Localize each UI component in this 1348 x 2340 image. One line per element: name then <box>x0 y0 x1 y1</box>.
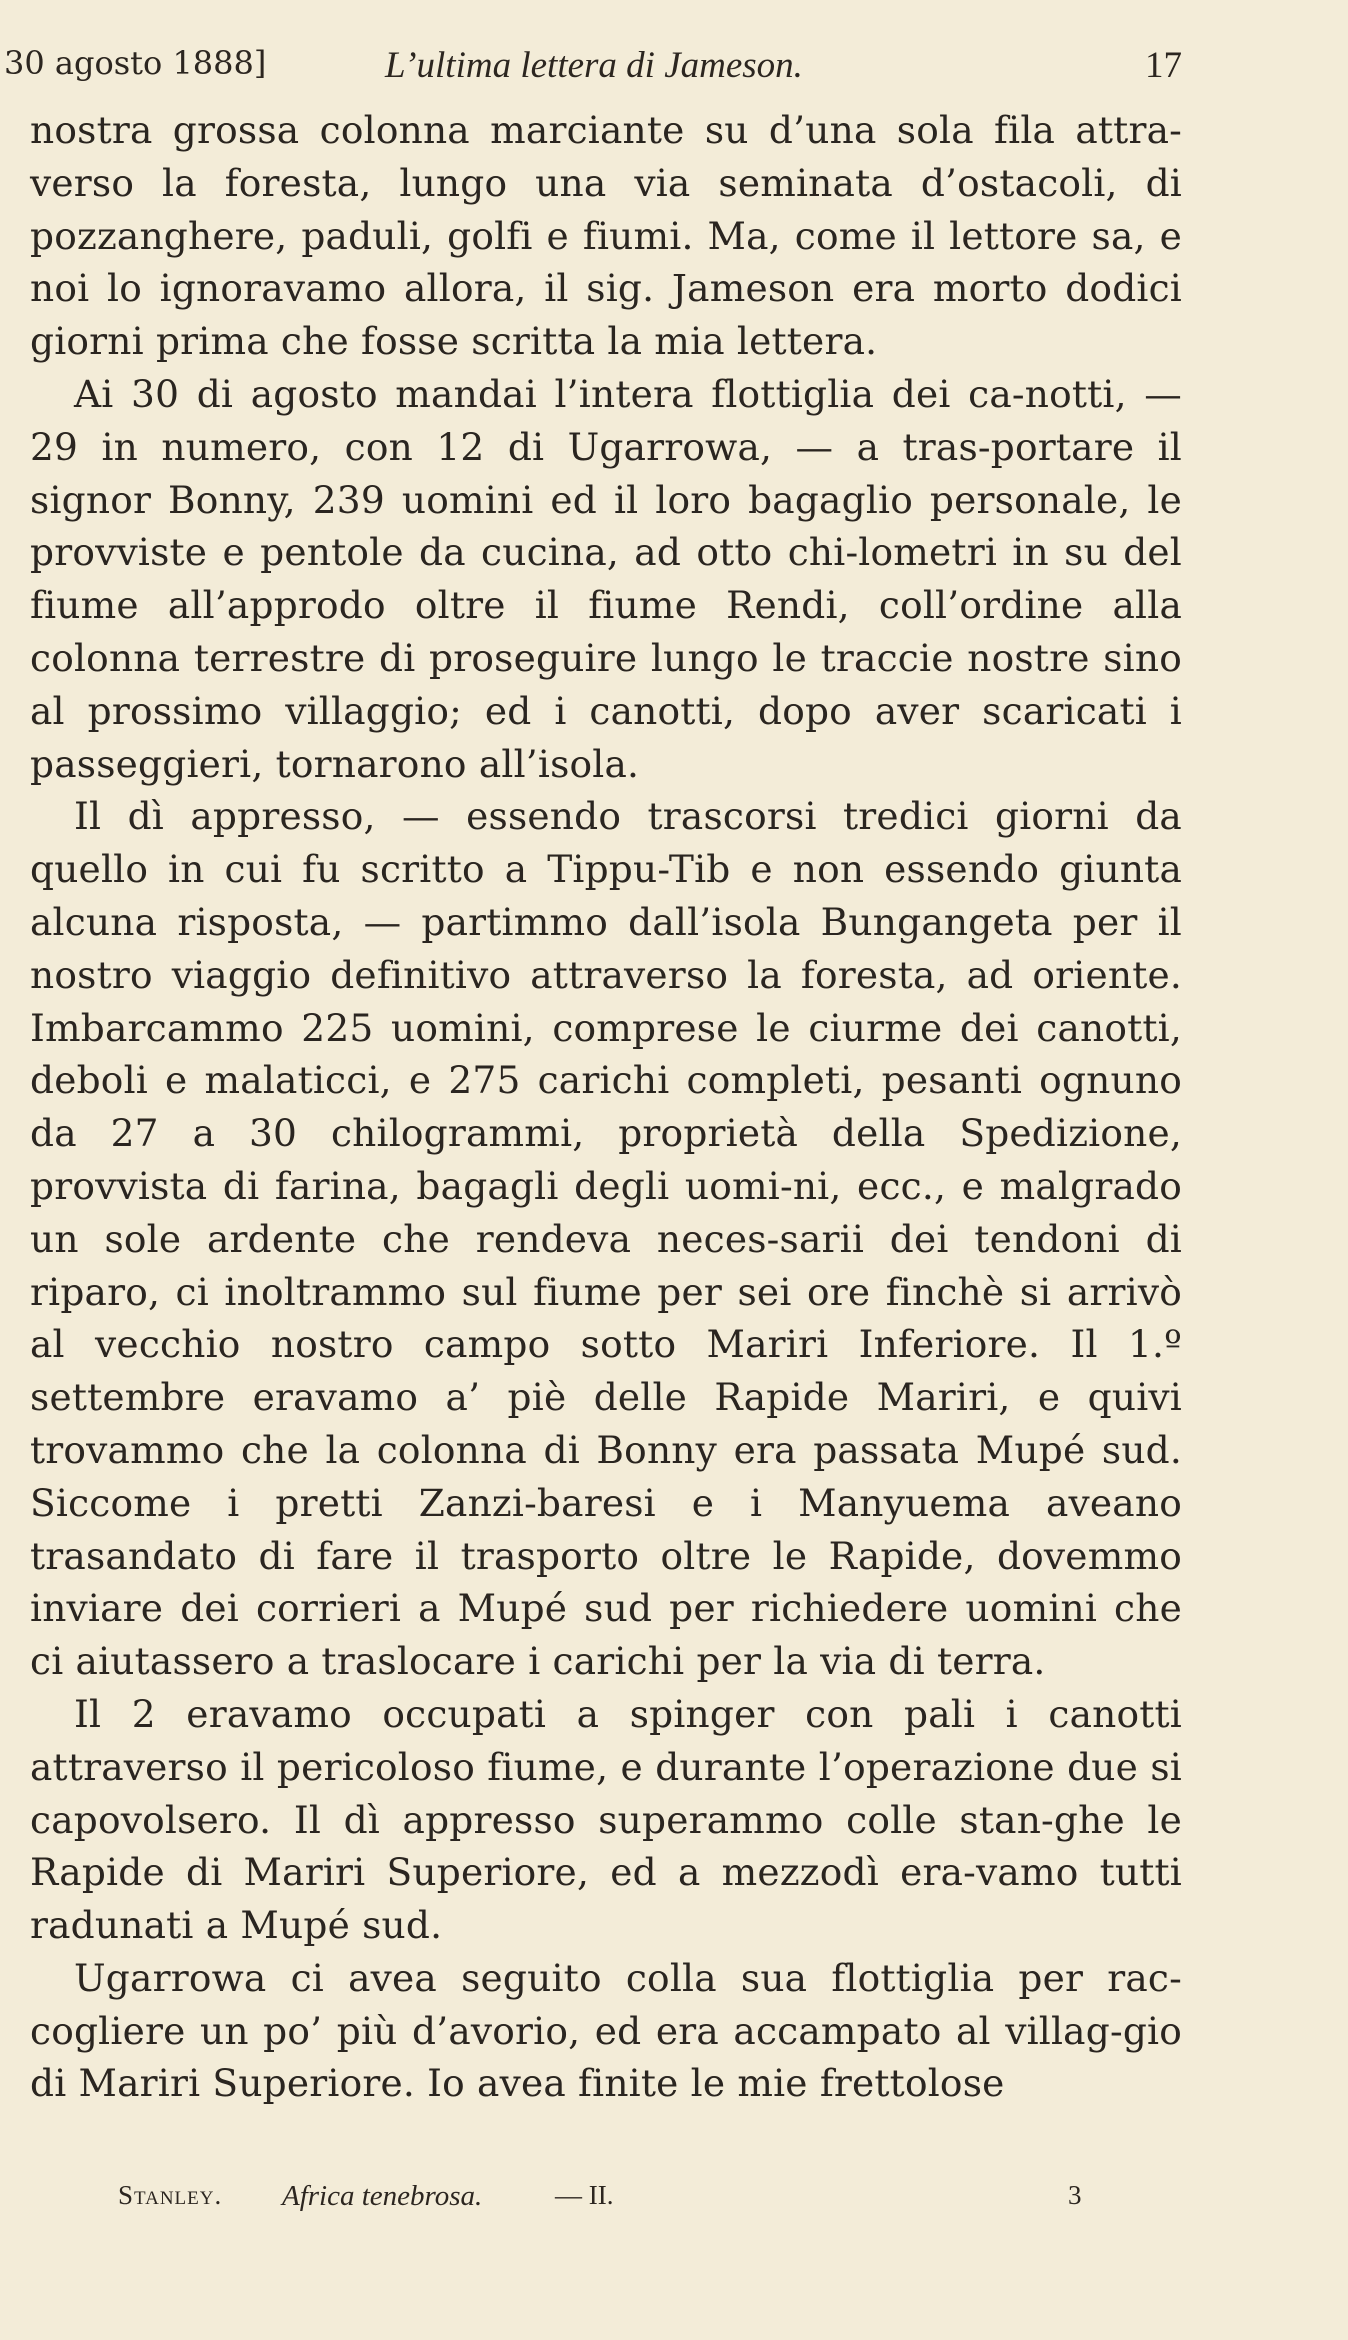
footer-signature-mark: 3 <box>1068 2180 1082 2210</box>
running-footer <box>0 2180 1348 2220</box>
header-date: 30 agosto 1888] <box>4 44 267 82</box>
header-title: L’ultima lettera di Jameson. <box>385 45 803 86</box>
paragraph-2: Ai 30 di agosto mandai l’intera flottiglia dei ca-notti, — 29 in numero, con 12 di Ugarrowa, — a tras-portare il signor Bonny, 239 uomini ed il loro bagaglio personale, le provviste e pentole da cucina, ad otto chi-lometri in su del fiume all’approdo oltre il fiume Rendi, coll’ordine alla colonna terrestre di proseguire lungo le traccie nostre sino al prossimo villaggio; ed i canotti, dopo aver scaricati i passeggieri, tornarono all’isola. <box>30 371 1182 786</box>
footer-volume: — II. <box>555 2180 614 2210</box>
body-text <box>30 104 1182 2110</box>
footer-author: Stanley. <box>118 2180 223 2210</box>
paragraph-5: Ugarrowa ci avea seguito colla sua flottiglia per rac-cogliere un po’ più d’avorio, ed era accampato al villag-gio di Mariri Superiore. Io avea finite le mie frettolose <box>30 1955 1182 2106</box>
running-header <box>0 40 1348 90</box>
paragraph-1: nostra grossa colonna marciante su d’una sola fila attra-verso la foresta, lungo una via seminata d’ostacoli, di pozzanghere, paduli, golfi e fiumi. Ma, come il lettore sa, e noi lo ignoravamo allora, il sig. Jameson era morto dodici giorni prima che fosse scritta la mia lettera. <box>30 108 1182 364</box>
page-number: 17 <box>1145 45 1182 86</box>
footer-work-title: Africa tenebrosa. <box>282 2180 483 2212</box>
paragraph-3: Il dì appresso, — essendo trascorsi tredici giorni da quello in cui fu scritto a Tippu-Tib e non essendo giunta alcuna risposta, — partimmo dall’isola Bungangeta per il nostro viaggio definitivo attraverso la foresta, ad oriente. Imbarcammo 225 uomini, comprese le ciurme dei canotti, deboli e malaticci, e 275 carichi completi, pesanti ognuno da 27 a 30 chilogrammi, proprietà della Spedizione, provvista di farina, bagagli degli uomi-ni, ecc., e malgrado un sole ardente che rendeva neces-sarii dei tendoni di riparo, ci inoltrammo sul fiume per sei ore finchè si arrivò al vecchio nostro campo sotto Mariri Inferiore. Il 1.º settembre eravamo a’ piè delle Rapide Mariri, e quivi trovammo che la colonna di Bonny era passata Mupé sud. Siccome i pretti Zanzi-baresi e i Manyuema aveano trasandato di fare il trasporto oltre le Rapide, dovemmo inviare dei corrieri a Mupé sud per richiedere uomini che ci aiutassero a traslocare i carichi per la via di terra. <box>30 794 1182 1684</box>
paragraph-4: Il 2 eravamo occupati a spinger con pali i canotti attraverso il pericoloso fiume, e durante l’operazione due si capovolsero. Il dì appresso superammo colle stan-ghe le Rapide di Mariri Superiore, ed a mezzodì era-vamo tutti radunati a Mupé sud. <box>30 1691 1182 1948</box>
